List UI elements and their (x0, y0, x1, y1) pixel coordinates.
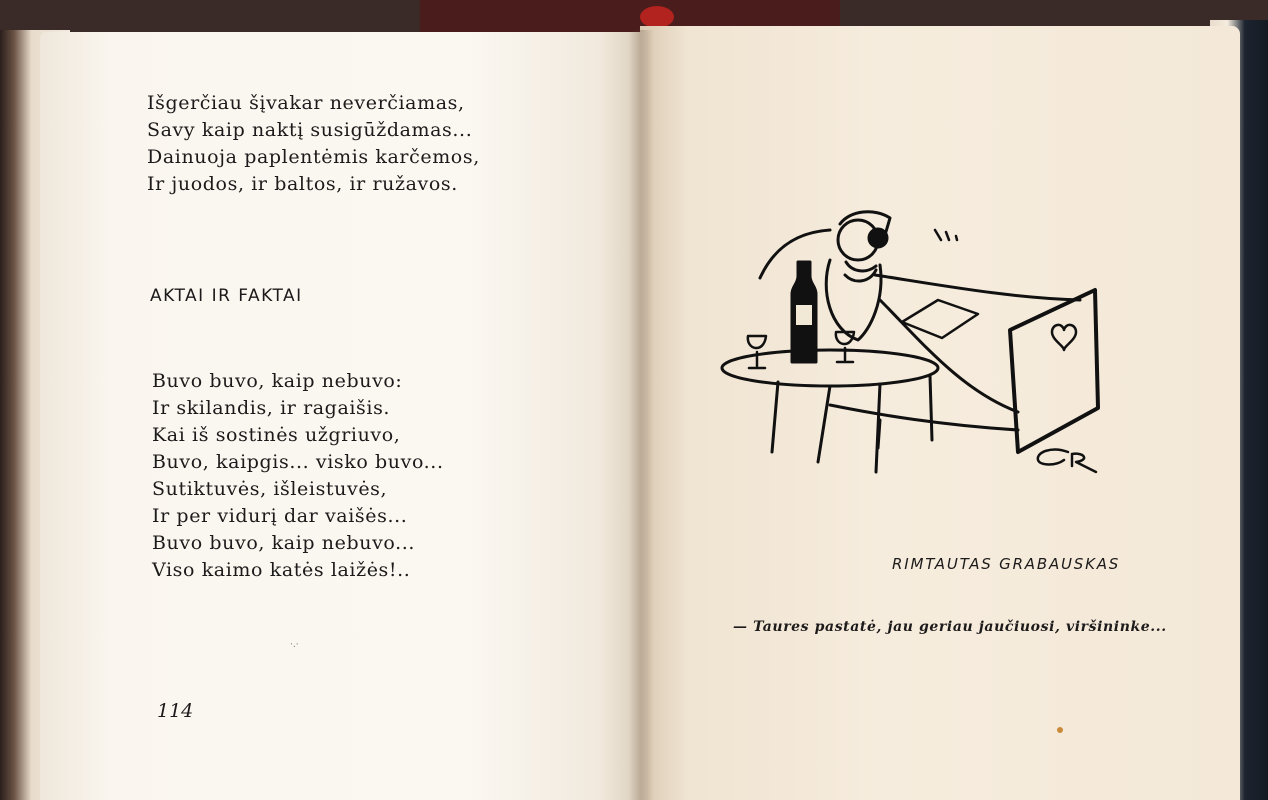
artist-signature (1038, 450, 1096, 472)
poem-line: Buvo buvo, kaip nebuvo: (152, 370, 403, 392)
poem-title: AKTAI IR FAKTAI (150, 286, 303, 306)
poem-stanza-2 (152, 368, 444, 584)
poem-line: Ir per vidurį dar vaišės... (152, 505, 408, 527)
poem-line: Sutiktuvės, išleistuvės, (152, 478, 388, 500)
poem-line: Viso kaimo katės laižės!.. (152, 559, 411, 581)
bed-mattress (875, 275, 1080, 300)
red-cover-mark (640, 6, 674, 28)
glass-icon (748, 336, 766, 368)
page-number: 114 (157, 700, 194, 722)
poem-line: Buvo, kaipgis... visko buvo... (152, 451, 444, 473)
bed-headboard (760, 230, 830, 278)
poem-stanza-1 (147, 90, 480, 198)
bed-blanket (880, 300, 1018, 412)
cartoon-caption: — Taures pastatė, jau geriau jaučiuosi, viršininke... (733, 619, 1167, 635)
man-figure (826, 260, 881, 340)
book-gutter (628, 30, 654, 800)
poem-line: Savy kaip naktį susigūždamas... (147, 119, 473, 141)
cartoon-illustration (680, 190, 1120, 490)
print-speck: ·.· (290, 640, 299, 650)
poem-line: Ir juodos, ir baltos, ir ružavos. (147, 173, 458, 195)
poem-line: Išgerčiau šįvakar neverčiamas, (147, 92, 465, 114)
poem-line: Dainuoja paplentėmis karčemos, (147, 146, 480, 168)
heart-icon (1052, 325, 1076, 350)
poem-line: Kai iš sostinės užgriuvo, (152, 424, 401, 446)
cartoon-author: RIMTAUTAS GRABAUSKAS (892, 555, 1121, 573)
poem-line: Ir skilandis, ir ragaišis. (152, 397, 391, 419)
poem-line: Buvo buvo, kaip nebuvo... (152, 532, 416, 554)
paper-stain (1057, 727, 1063, 733)
